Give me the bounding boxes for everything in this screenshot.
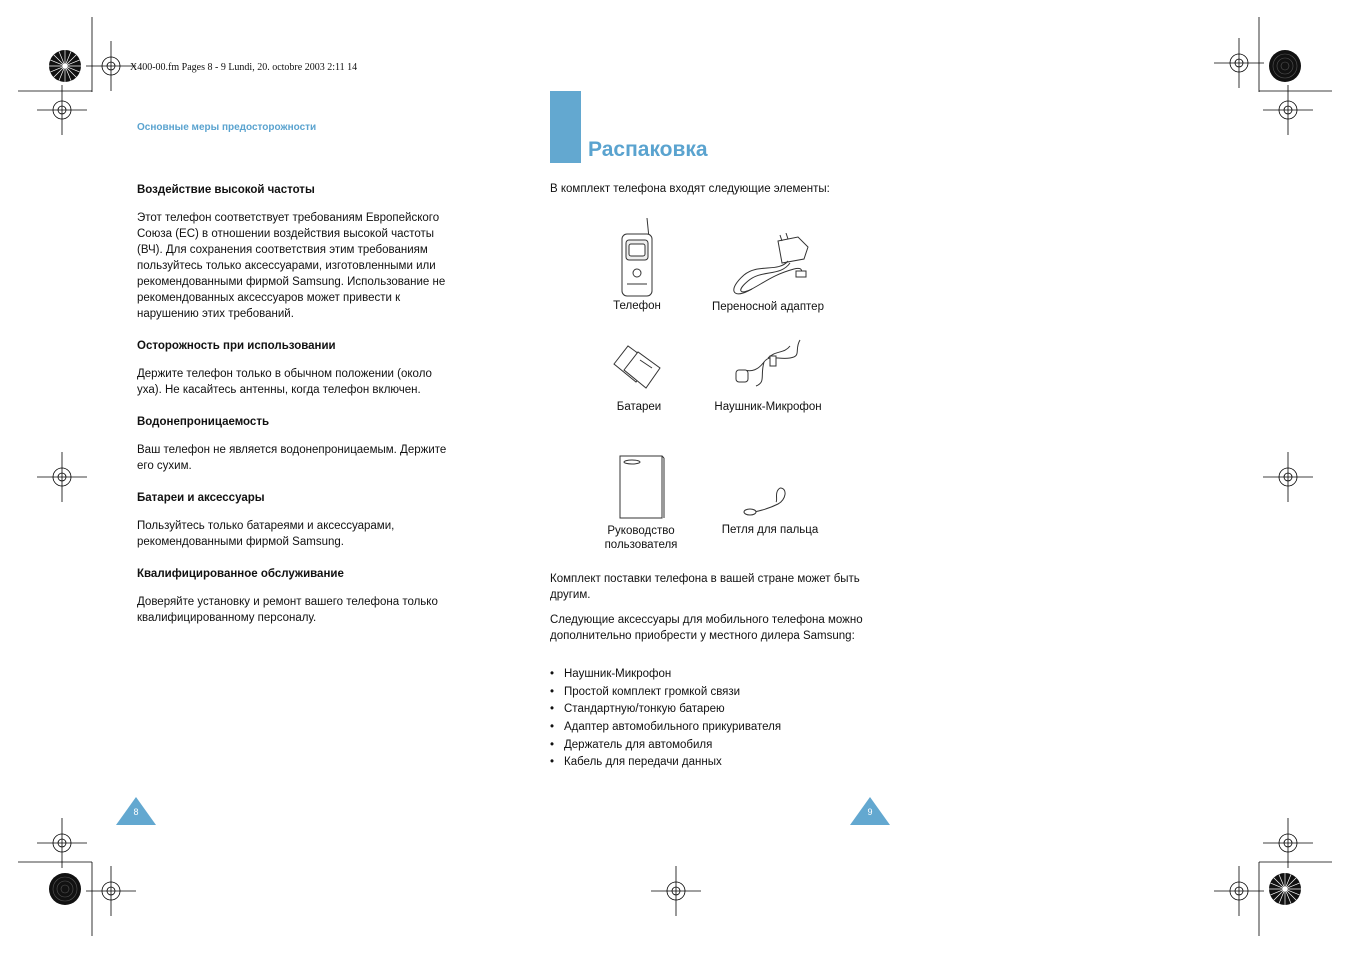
title-accent-block [550, 91, 581, 163]
section-body: Ваш телефон не является водонепроницаемым. Держите его сухим. [137, 444, 447, 472]
starburst-mark-icon [48, 49, 82, 83]
section-heading: Батареи и аксессуары [137, 492, 265, 504]
accessories-list [550, 666, 781, 772]
registration-mark-icon [37, 85, 87, 135]
print-header: X400-00.fm Pages 8 - 9 Lundi, 20. octobre 2003 2:11 14 [130, 62, 358, 73]
registration-mark-icon [1263, 85, 1313, 135]
section-body: Держите телефон только в обычном положении (около уха). Не касайтесь антенны, когда телефон включен. [137, 368, 432, 396]
list-item: • Кабель для передачи данных [550, 754, 781, 772]
page-number: 9 [867, 807, 873, 817]
section-heading: Воздействие высокой частоты [137, 184, 315, 196]
registration-mark-icon [86, 866, 136, 916]
item-label-batteries: Батареи [616, 401, 662, 413]
page-title: Распаковка [588, 138, 708, 161]
note-accessories: Следующие аксессуары для мобильного телефона можно дополнительно приобрести у местного дилера Samsung: [550, 614, 863, 642]
list-item: • Простой комплект громкой связи [550, 684, 781, 702]
section-body: Доверяйте установку и ремонт вашего телефона только квалифицированному персоналу. [137, 596, 438, 624]
charger-icon [718, 233, 818, 299]
registration-mark-icon [1263, 818, 1313, 868]
section-heading: Водонепроницаемость [137, 416, 270, 428]
list-item: • Наушник-Микрофон [550, 666, 781, 684]
registration-mark-icon [37, 818, 87, 868]
note-delivery: Комплект поставки телефона в вашей стране может быть другим. [550, 573, 860, 601]
batteries-icon [610, 340, 666, 392]
item-label-headset: Наушник-Микрофон [714, 401, 822, 413]
intro-text: В комплект телефона входят следующие элементы: [550, 183, 830, 195]
registration-mark-icon [86, 41, 136, 91]
section-body: Пользуйтесь только батареями и аксессуарами, рекомендованными фирмой Samsung. [137, 520, 395, 548]
starburst-mark-icon [1268, 872, 1302, 906]
registration-mark-icon [651, 866, 701, 916]
registration-mark-icon [1214, 38, 1264, 88]
phone-icon [612, 216, 662, 298]
color-target-icon [1268, 49, 1302, 83]
headset-icon [730, 336, 810, 392]
list-item: • Стандартную/тонкую батарею [550, 701, 781, 719]
finger-strap-icon [740, 484, 792, 518]
item-label-manual-line1: Руководство [607, 525, 675, 537]
list-item: • Адаптер автомобильного прикуривателя [550, 719, 781, 737]
item-label-adapter: Переносной адаптер [712, 301, 824, 313]
registration-mark-icon [1263, 452, 1313, 502]
registration-mark-icon [37, 452, 87, 502]
page-number: 8 [133, 807, 139, 817]
section-heading: Осторожность при использовании [137, 340, 336, 352]
running-head: Основные меры предосторожности [137, 122, 317, 133]
color-target-icon [48, 872, 82, 906]
list-item: • Держатель для автомобиля [550, 737, 781, 755]
section-heading: Квалифицированное обслуживание [137, 568, 344, 580]
page-number-tab [850, 797, 890, 825]
section-body: Этот телефон соответствует требованиям Европейского Союза (ЕС) в отношении воздействия высокой частоты (ВЧ). Для сохранения соответствия этим требованиям пользуйтесь только аксессуарами, изготовленными или рекомендованными фирмой Samsung. Использование не рекомендованных аксессуаров может привести к нарушению этих требований. [137, 212, 446, 320]
user-manual-icon [618, 454, 666, 520]
page-number-tab [116, 797, 156, 825]
item-label-phone: Телефон [613, 300, 661, 312]
item-label-manual-line2: пользователя [604, 539, 678, 551]
registration-mark-icon [1214, 866, 1264, 916]
item-label-strap: Петля для пальца [721, 524, 819, 536]
left-column [137, 183, 457, 643]
